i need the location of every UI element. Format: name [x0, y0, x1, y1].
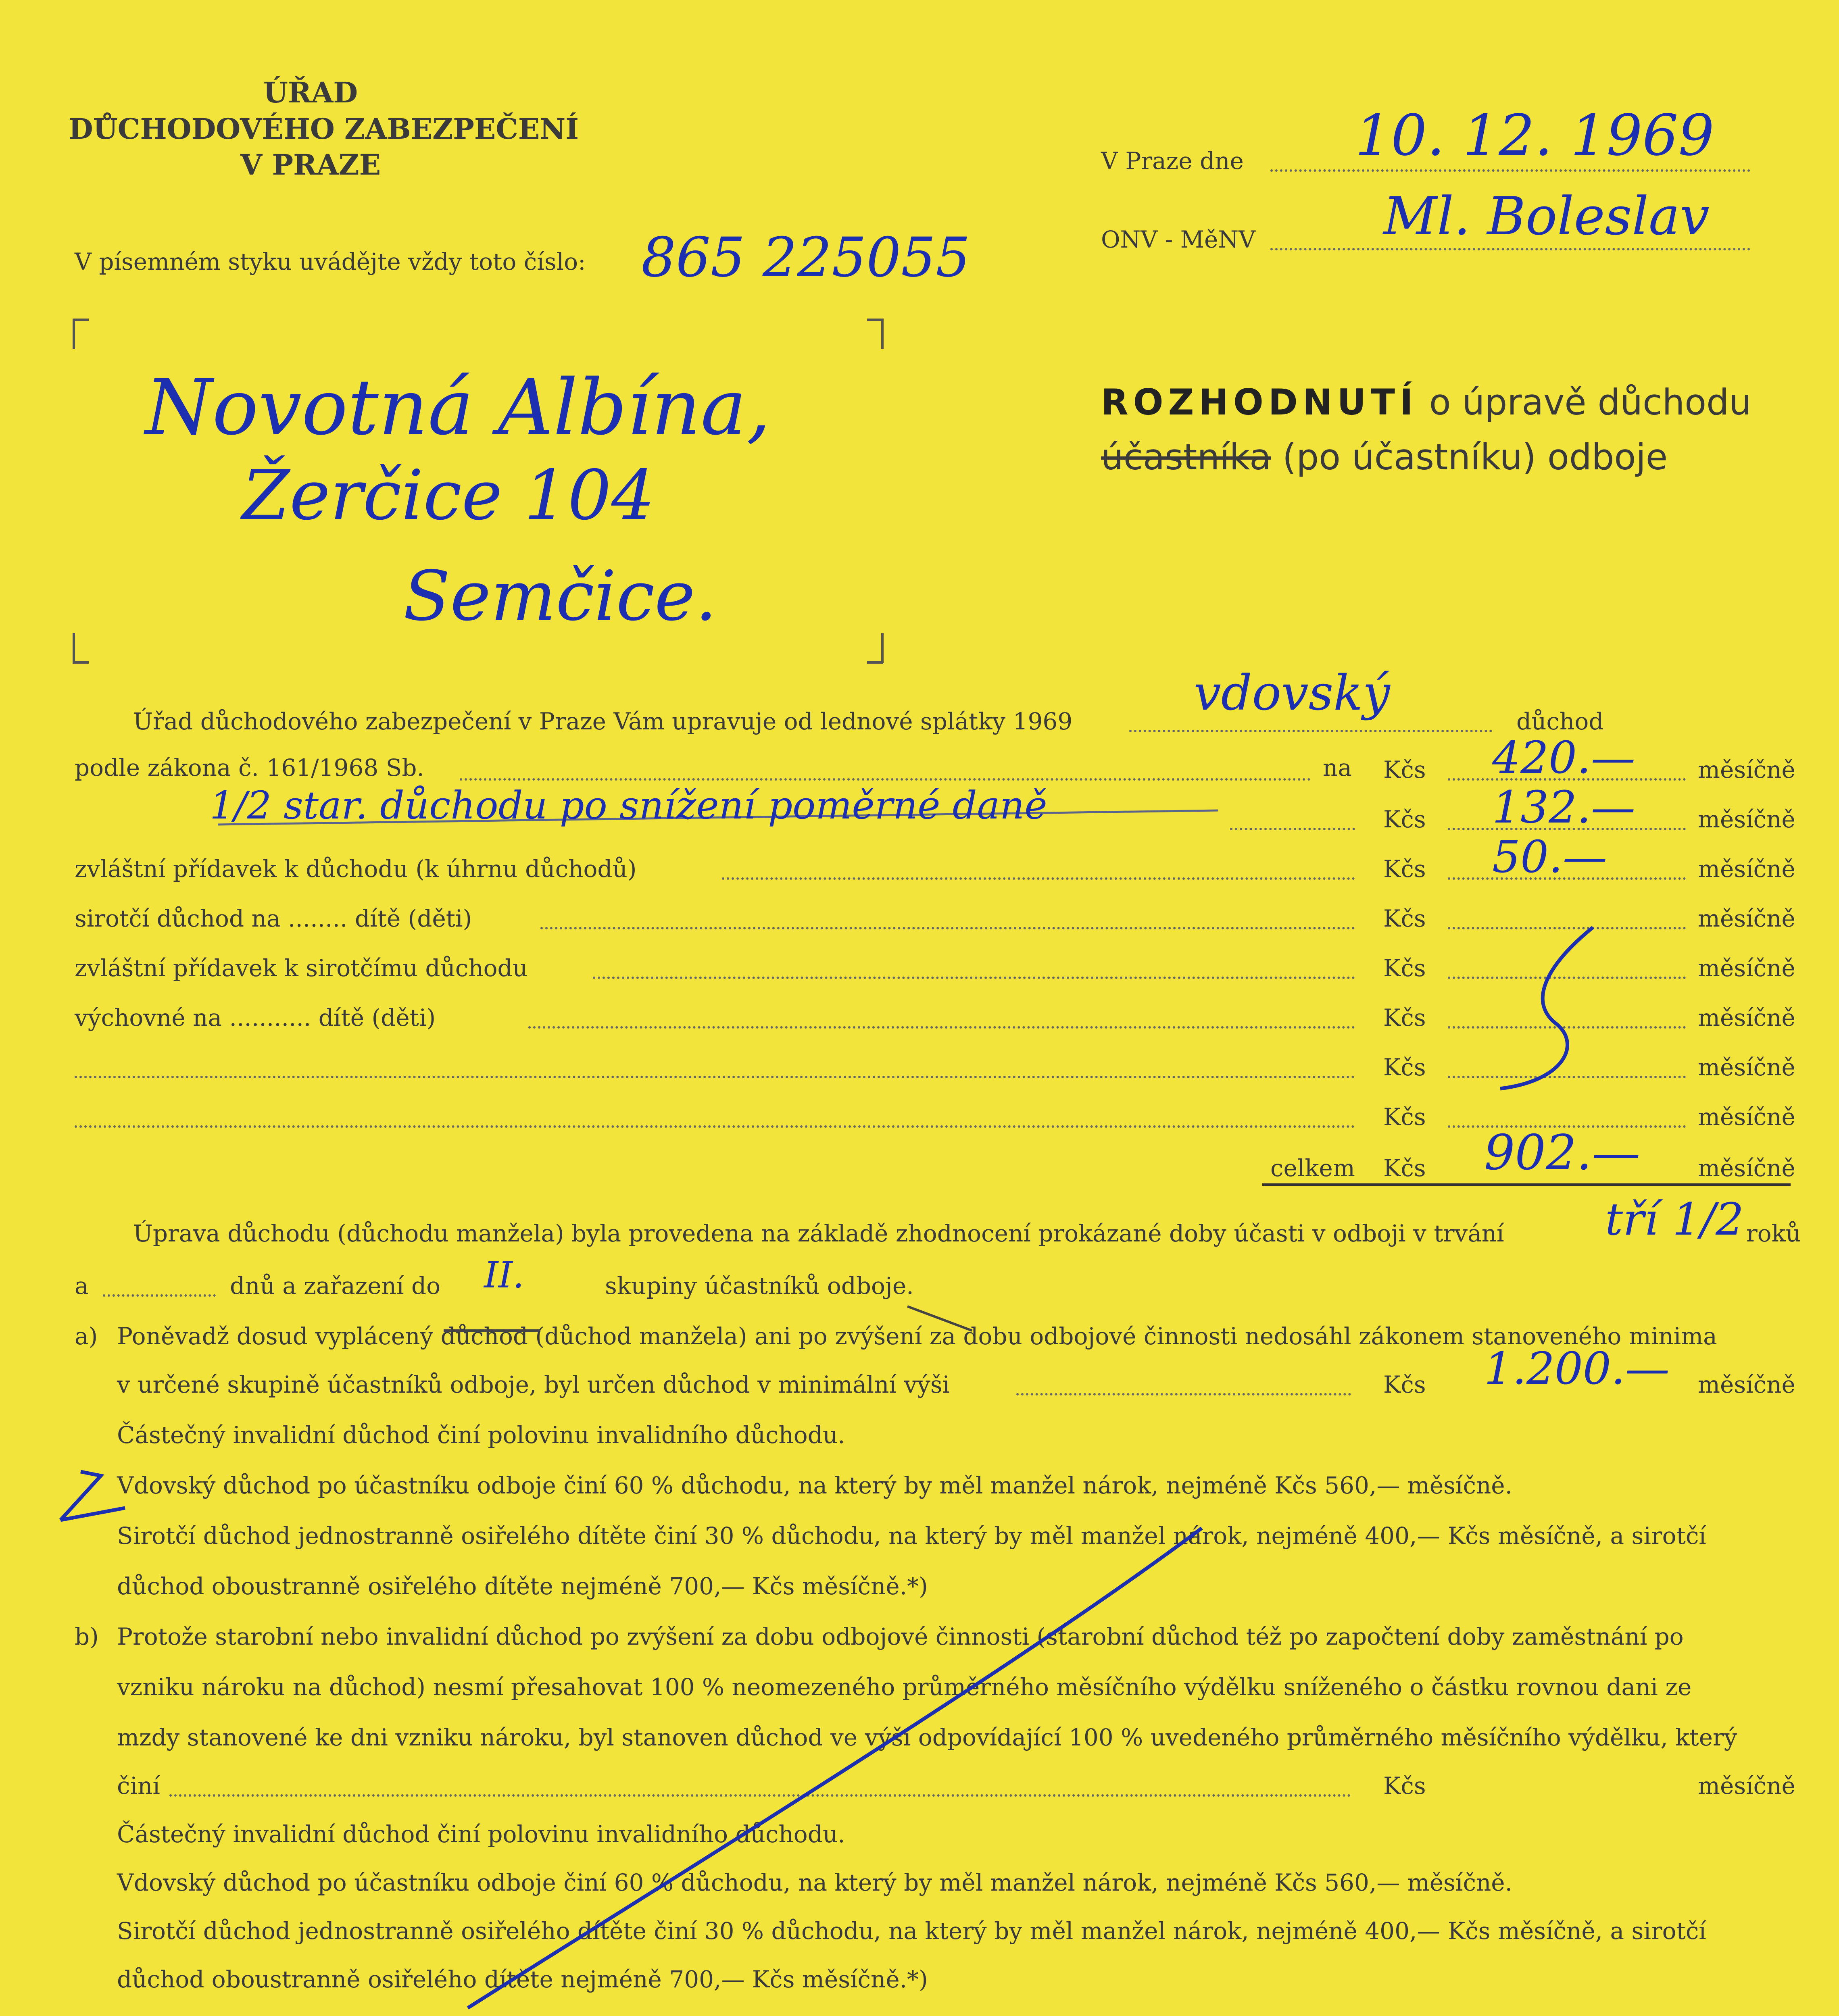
law-text: podle zákona č. 161/1968 Sb. [75, 754, 424, 781]
adjustment-a: a [75, 1272, 89, 1300]
title-bold: ROZHODNUTÍ [1101, 381, 1418, 423]
section-a-line-3: Částečný invalidní důchod činí polovinu invalidního důchodu. [117, 1421, 845, 1449]
total-currency: Kčs [1383, 1154, 1426, 1182]
section-a-line-4: Vdovský důchod po účastníku odboje činí 60 % důchodu, na který by měl manžel nárok, nejméně Kčs 560,— měsíčně. [117, 1472, 1513, 1499]
date-label: V Praze dne [1101, 147, 1244, 175]
strike-line [907, 1306, 972, 1331]
section-a-line-2: v určené skupině účastníků odboje, byl určen důchod v minimální výši [117, 1371, 950, 1398]
recipient-city: Semčice. [403, 556, 717, 636]
row-monthly: měsíčně [1698, 905, 1795, 932]
adjustment-line-2b: dnů a zařazení do [230, 1272, 440, 1300]
row-monthly: měsíčně [1698, 1103, 1795, 1131]
brace-stroke [1500, 927, 1593, 1089]
section-b-monthly: měsíčně [1698, 1772, 1795, 1799]
row-monthly: měsíčně [1698, 756, 1795, 783]
onv-value: Ml. Boleslav [1383, 185, 1710, 247]
row-label: zvláštní přídavek k důchodu (k úhrnu důchodů) [75, 855, 637, 883]
strike-line [218, 810, 1218, 825]
row-amount: 420.— [1492, 732, 1635, 783]
row-currency: Kčs [1383, 1054, 1426, 1081]
row-label: zvláštní přídavek k sirotčímu důchodu [75, 954, 528, 982]
recipient-street: Žerčice 104 [242, 456, 655, 535]
row-label: sirotčí důchod na ........ dítě (děti) [75, 905, 472, 932]
row-monthly: měsíčně [1698, 1054, 1795, 1081]
section-a-label: a) [75, 1322, 98, 1350]
section-b-line-1: Protože starobní nebo invalidní důchod po zvýšení za dobu odbojové činnosti (starobní důchod též po započtení doby zaměstnání po [117, 1623, 1684, 1650]
title-rest-1: o úpravě důchodu [1429, 381, 1751, 423]
row-monthly: měsíčně [1698, 954, 1795, 982]
law-na: na [1323, 754, 1352, 781]
adjustment-years: tří 1/2 [1605, 1193, 1744, 1245]
total-label: celkem [1270, 1154, 1355, 1182]
section-b-currency: Kčs [1383, 1772, 1426, 1799]
row-currency: Kčs [1383, 1004, 1426, 1031]
row-label: 1/2 star. důchodu po snížení poměrné daně [210, 783, 1047, 828]
row-currency: Kčs [1383, 905, 1426, 932]
recipient-name: Novotná Albína, [145, 363, 771, 452]
section-b-line-5: Částečný invalidní důchod činí polovinu invalidního důchodu. [117, 1820, 845, 1848]
section-b-line-3: mzdy stanovené ke dni vzniku nároku, byl stanoven důchod ve výši odpovídající 100 % uvedeného průměrného měsíčního výdělku, který [117, 1724, 1737, 1751]
title-struck: účastníka [1101, 436, 1271, 478]
row-monthly: měsíčně [1698, 806, 1795, 833]
section-a-line-5: Sirotčí důchod jednostranně osiřelého dítěte činí 30 % důchodu, na který by měl manžel nárok, nejméně 400,— Kčs měsíčně, a sirotčí [117, 1522, 1706, 1549]
row-monthly: měsíčně [1698, 1004, 1795, 1031]
intro-type: vdovský [1194, 665, 1390, 721]
row-label: výchovné na ........... dítě (děti) [75, 1004, 436, 1031]
section-b-line-4: činí [117, 1772, 160, 1799]
section-b-line-8: důchod oboustranně osiřelého dítěte nejméně 700,— Kčs měsíčně.*) [117, 1966, 928, 1993]
row-currency: Kčs [1383, 855, 1426, 883]
office-line-3: V PRAZE [240, 148, 381, 182]
section-a-line-6: důchod oboustranně osiřelého dítěte nejméně 700,— Kčs měsíčně.*) [117, 1572, 928, 1600]
section-b-line-7: Sirotčí důchod jednostranně osiřelého dítěte činí 30 % důchodu, na který by měl manžel nárok, nejméně 400,— Kčs měsíčně, a sirotčí [117, 1917, 1706, 1945]
title-rest-2: (po účastníku) odboje [1282, 436, 1668, 478]
section-b-line-2: vzniku nároku na důchod) nesmí přesahovat 100 % neomezeného průměrného měsíčního výdělku sníženého o částku rovnou dani ze [117, 1673, 1692, 1701]
office-line-1: ÚŘAD [263, 76, 358, 109]
row-currency: Kčs [1383, 954, 1426, 982]
adjustment-years-unit: roků [1746, 1220, 1801, 1247]
section-a-currency: Kčs [1383, 1371, 1426, 1398]
row-currency: Kčs [1383, 756, 1426, 783]
reference-label: V písemném styku uvádějte vždy toto číslo: [75, 248, 586, 275]
adjustment-line-1: Úprava důchodu (důchodu manžela) byla provedena na základě zhodnocení prokázané doby účasti v odboji v trvání [133, 1220, 1504, 1247]
adjustment-group: II. [484, 1254, 524, 1296]
intro-text: Úřad důchodového zabezpečení v Praze Vám upravuje od lednové splátky 1969 [133, 708, 1073, 735]
row-amount: 132.— [1492, 781, 1635, 833]
intro-suffix: důchod [1516, 708, 1604, 735]
section-a-monthly: měsíčně [1698, 1371, 1795, 1398]
section-b-line-6: Vdovský důchod po účastníku odboje činí 60 % důchodu, na který by měl manžel nárok, nejméně Kčs 560,— měsíčně. [117, 1869, 1513, 1896]
cross-out-stroke [468, 1528, 1202, 2008]
row-currency: Kčs [1383, 806, 1426, 833]
adjustment-line-2c: skupiny účastníků odboje. [605, 1272, 914, 1300]
row-currency: Kčs [1383, 1103, 1426, 1131]
row-monthly: měsíčně [1698, 855, 1795, 883]
date-value: 10. 12. 1969 [1355, 103, 1714, 169]
total-amount: 902.— [1484, 1125, 1641, 1181]
section-a-amount: 1.200.— [1484, 1343, 1670, 1394]
row-amount: 50.— [1492, 831, 1607, 883]
office-line-2: DŮCHODOVÉHO ZABEZPEČENÍ [69, 112, 579, 146]
reference-number: 865 225055 [641, 226, 970, 289]
section-b-label: b) [75, 1623, 99, 1650]
check-mark-icon [60, 1472, 125, 1520]
section-a-line-1: Poněvadž dosud vyplácený důchod (důchod manžela) ani po zvýšení za dobu odbojové činnosti nedosáhl zákonem stanoveného minima [117, 1322, 1717, 1350]
total-monthly: měsíčně [1698, 1154, 1795, 1182]
onv-label: ONV - MěNV [1101, 226, 1256, 253]
